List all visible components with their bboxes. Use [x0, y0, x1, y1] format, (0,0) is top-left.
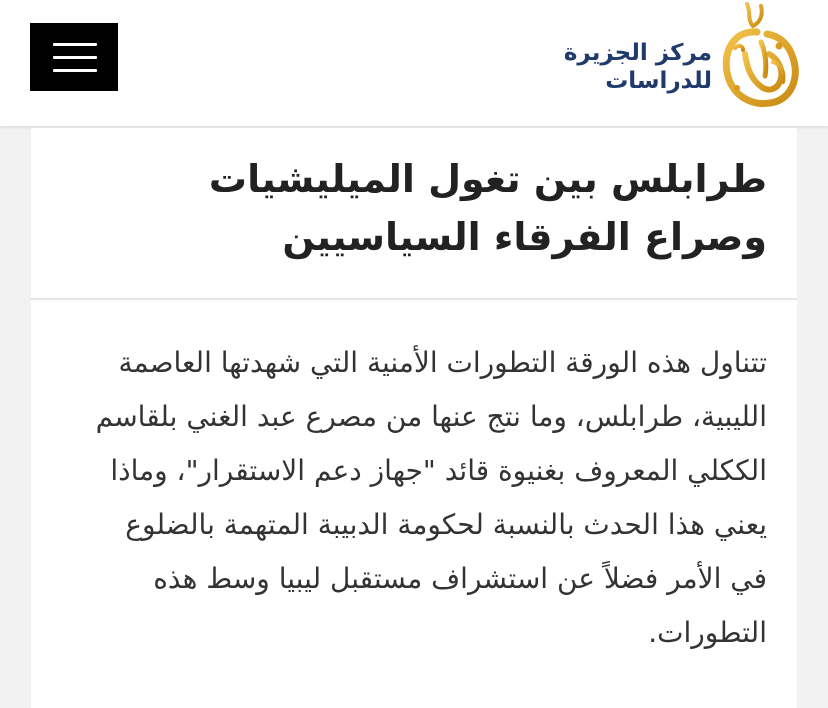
site-header [0, 0, 828, 126]
hamburger-menu-icon-bar-3 [53, 69, 97, 72]
article-title: طرابلس بين تغول الميليشيات وصراع الفرقاء السياسيين [208, 157, 767, 259]
article-summary: تتناول هذه الورقة التطورات الأمنية التي شهدتها العاصمة الليبية، طرابلس، وما نتج عنها من مصرع عبد الغني بلقاسم الككلي المعروف بغنيوة قائد "جهاز دعم الاستقرار"، وماذا يعني هذا الحدث بالنسبة لحكومة الدبيبة المتهمة بالضلوع في الأمر فضلاً عن استشراف مستقبل ليبيا وسط هذه التطورات. [95, 346, 767, 649]
logo-name: مركز الجزيرة [563, 40, 712, 66]
hamburger-menu-icon-bar-2 [53, 56, 97, 59]
logo-subtitle: للدراسات [605, 68, 712, 94]
al-jazeera-emblem-icon [717, 2, 801, 114]
article-title-card [31, 128, 797, 298]
site-logo[interactable] [563, 0, 805, 118]
menu-button[interactable] [30, 23, 118, 91]
hamburger-menu-icon [53, 43, 97, 46]
article-body-card [31, 300, 797, 708]
